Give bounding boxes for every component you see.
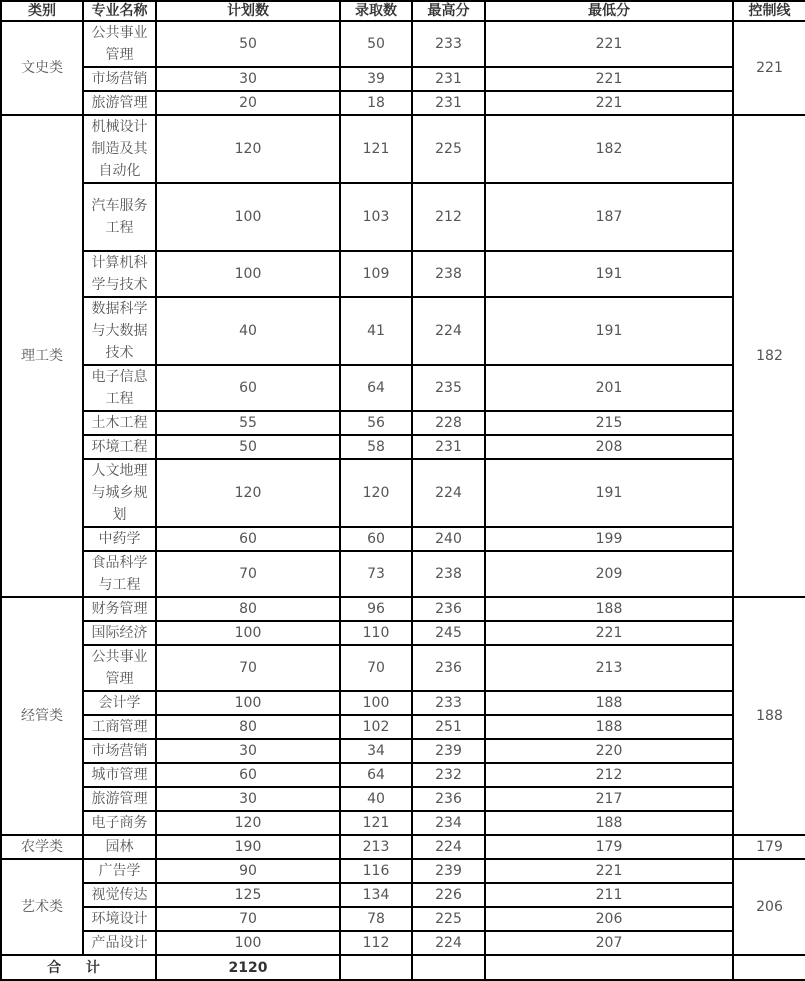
max-score-cell: 236 <box>412 645 485 691</box>
max-score-cell: 245 <box>412 621 485 645</box>
table-row <box>1 183 805 251</box>
min-score-cell: 217 <box>485 787 733 811</box>
major-cell: 中药学 <box>83 527 156 551</box>
plan-cell: 60 <box>156 365 340 411</box>
plan-cell: 90 <box>156 859 340 883</box>
max-score-cell: 225 <box>412 907 485 931</box>
major-cell: 广告学 <box>83 859 156 883</box>
table-row <box>1 835 805 859</box>
control-line-cell: 221 <box>733 21 805 115</box>
category-cell: 农学类 <box>1 835 83 859</box>
plan-cell: 120 <box>156 115 340 183</box>
min-score-cell: 191 <box>485 459 733 527</box>
admitted-cell: 112 <box>340 931 412 955</box>
table-row <box>1 907 805 931</box>
admitted-cell: 64 <box>340 763 412 787</box>
table-row <box>1 621 805 645</box>
major-cell: 机械设计制造及其自动化 <box>83 115 156 183</box>
max-score-cell: 234 <box>412 811 485 835</box>
plan-cell: 100 <box>156 691 340 715</box>
admitted-cell: 50 <box>340 21 412 67</box>
total-min <box>485 955 733 980</box>
max-score-cell: 251 <box>412 715 485 739</box>
table-row <box>1 527 805 551</box>
plan-cell: 125 <box>156 883 340 907</box>
min-score-cell: 199 <box>485 527 733 551</box>
table-row <box>1 811 805 835</box>
max-score-cell: 231 <box>412 67 485 91</box>
major-cell: 食品科学与工程 <box>83 551 156 597</box>
admitted-cell: 102 <box>340 715 412 739</box>
plan-cell: 60 <box>156 763 340 787</box>
table-row <box>1 67 805 91</box>
total-control-line <box>733 955 805 980</box>
admitted-cell: 121 <box>340 115 412 183</box>
min-score-cell: 211 <box>485 883 733 907</box>
plan-cell: 100 <box>156 621 340 645</box>
header-row <box>1 1 805 21</box>
min-score-cell: 187 <box>485 183 733 251</box>
table-row <box>1 691 805 715</box>
plan-cell: 30 <box>156 739 340 763</box>
table-row <box>1 459 805 527</box>
plan-cell: 50 <box>156 21 340 67</box>
plan-cell: 40 <box>156 297 340 365</box>
control-line-cell: 179 <box>733 835 805 859</box>
plan-cell: 30 <box>156 787 340 811</box>
max-score-cell: 239 <box>412 739 485 763</box>
max-score-cell: 228 <box>412 411 485 435</box>
major-cell: 市场营销 <box>83 739 156 763</box>
major-cell: 国际经济 <box>83 621 156 645</box>
plan-cell: 70 <box>156 907 340 931</box>
major-cell: 工商管理 <box>83 715 156 739</box>
min-score-cell: 220 <box>485 739 733 763</box>
major-cell: 公共事业管理 <box>83 21 156 67</box>
control-line-cell: 206 <box>733 859 805 955</box>
min-score-cell: 179 <box>485 835 733 859</box>
min-score-cell: 221 <box>485 67 733 91</box>
header-max-score: 最高分 <box>412 1 485 21</box>
major-cell: 视觉传达 <box>83 883 156 907</box>
major-cell: 财务管理 <box>83 597 156 621</box>
admitted-cell: 100 <box>340 691 412 715</box>
table-row <box>1 251 805 297</box>
plan-cell: 120 <box>156 459 340 527</box>
major-cell: 会计学 <box>83 691 156 715</box>
plan-cell: 20 <box>156 91 340 115</box>
max-score-cell: 240 <box>412 527 485 551</box>
header-admitted: 录取数 <box>340 1 412 21</box>
plan-cell: 70 <box>156 645 340 691</box>
table-row <box>1 435 805 459</box>
plan-cell: 120 <box>156 811 340 835</box>
total-max <box>412 955 485 980</box>
table-row <box>1 365 805 411</box>
max-score-cell: 231 <box>412 435 485 459</box>
admitted-cell: 70 <box>340 645 412 691</box>
max-score-cell: 233 <box>412 691 485 715</box>
header-plan: 计划数 <box>156 1 340 21</box>
table-row <box>1 739 805 763</box>
category-cell: 理工类 <box>1 115 83 597</box>
major-cell: 土木工程 <box>83 411 156 435</box>
table-row <box>1 597 805 621</box>
plan-cell: 50 <box>156 435 340 459</box>
admitted-cell: 18 <box>340 91 412 115</box>
max-score-cell: 224 <box>412 297 485 365</box>
min-score-cell: 215 <box>485 411 733 435</box>
major-cell: 环境工程 <box>83 435 156 459</box>
admitted-cell: 58 <box>340 435 412 459</box>
table-row <box>1 931 805 955</box>
max-score-cell: 225 <box>412 115 485 183</box>
admitted-cell: 60 <box>340 527 412 551</box>
total-label: 合 计 <box>1 955 156 980</box>
major-cell: 旅游管理 <box>83 787 156 811</box>
table-row <box>1 715 805 739</box>
table-row <box>1 411 805 435</box>
major-cell: 市场营销 <box>83 67 156 91</box>
min-score-cell: 221 <box>485 21 733 67</box>
major-cell: 公共事业管理 <box>83 645 156 691</box>
min-score-cell: 182 <box>485 115 733 183</box>
max-score-cell: 212 <box>412 183 485 251</box>
admitted-cell: 121 <box>340 811 412 835</box>
major-cell: 环境设计 <box>83 907 156 931</box>
category-cell: 经管类 <box>1 597 83 835</box>
min-score-cell: 221 <box>485 859 733 883</box>
table-row <box>1 21 805 67</box>
major-cell: 电子信息工程 <box>83 365 156 411</box>
table-row <box>1 645 805 691</box>
major-cell: 数据科学与大数据技术 <box>83 297 156 365</box>
table-row <box>1 551 805 597</box>
header-major: 专业名称 <box>83 1 156 21</box>
min-score-cell: 201 <box>485 365 733 411</box>
min-score-cell: 206 <box>485 907 733 931</box>
major-cell: 城市管理 <box>83 763 156 787</box>
table-row <box>1 297 805 365</box>
major-cell: 计算机科学与技术 <box>83 251 156 297</box>
admitted-cell: 109 <box>340 251 412 297</box>
header-control-line: 控制线 <box>733 1 805 21</box>
min-score-cell: 188 <box>485 715 733 739</box>
min-score-cell: 191 <box>485 251 733 297</box>
min-score-cell: 212 <box>485 763 733 787</box>
table-body <box>1 21 805 955</box>
plan-cell: 100 <box>156 251 340 297</box>
min-score-cell: 221 <box>485 621 733 645</box>
control-line-cell: 182 <box>733 115 805 597</box>
min-score-cell: 209 <box>485 551 733 597</box>
max-score-cell: 238 <box>412 551 485 597</box>
control-line-cell: 188 <box>733 597 805 835</box>
admitted-cell: 96 <box>340 597 412 621</box>
max-score-cell: 224 <box>412 931 485 955</box>
max-score-cell: 238 <box>412 251 485 297</box>
min-score-cell: 188 <box>485 691 733 715</box>
admitted-cell: 40 <box>340 787 412 811</box>
header-min-score: 最低分 <box>485 1 733 21</box>
min-score-cell: 208 <box>485 435 733 459</box>
min-score-cell: 188 <box>485 597 733 621</box>
table-row <box>1 787 805 811</box>
major-cell: 园林 <box>83 835 156 859</box>
plan-cell: 80 <box>156 715 340 739</box>
min-score-cell: 207 <box>485 931 733 955</box>
min-score-cell: 191 <box>485 297 733 365</box>
admitted-cell: 41 <box>340 297 412 365</box>
admitted-cell: 39 <box>340 67 412 91</box>
admitted-cell: 56 <box>340 411 412 435</box>
min-score-cell: 188 <box>485 811 733 835</box>
max-score-cell: 236 <box>412 787 485 811</box>
admitted-cell: 34 <box>340 739 412 763</box>
major-cell: 电子商务 <box>83 811 156 835</box>
max-score-cell: 239 <box>412 859 485 883</box>
max-score-cell: 231 <box>412 91 485 115</box>
max-score-cell: 232 <box>412 763 485 787</box>
admitted-cell: 110 <box>340 621 412 645</box>
admitted-cell: 120 <box>340 459 412 527</box>
plan-cell: 80 <box>156 597 340 621</box>
category-cell: 艺术类 <box>1 859 83 955</box>
total-row <box>1 955 805 980</box>
total-admitted <box>340 955 412 980</box>
admitted-cell: 134 <box>340 883 412 907</box>
plan-cell: 190 <box>156 835 340 859</box>
plan-cell: 70 <box>156 551 340 597</box>
max-score-cell: 224 <box>412 835 485 859</box>
max-score-cell: 224 <box>412 459 485 527</box>
table-row <box>1 115 805 183</box>
plan-cell: 100 <box>156 931 340 955</box>
plan-cell: 55 <box>156 411 340 435</box>
table-row <box>1 859 805 883</box>
max-score-cell: 236 <box>412 597 485 621</box>
major-cell: 旅游管理 <box>83 91 156 115</box>
total-plan: 2120 <box>156 955 340 980</box>
admitted-cell: 64 <box>340 365 412 411</box>
admitted-cell: 73 <box>340 551 412 597</box>
plan-cell: 30 <box>156 67 340 91</box>
admitted-cell: 78 <box>340 907 412 931</box>
admitted-cell: 213 <box>340 835 412 859</box>
header-category: 类别 <box>1 1 83 21</box>
admitted-cell: 116 <box>340 859 412 883</box>
table-row <box>1 883 805 907</box>
major-cell: 人文地理与城乡规划 <box>83 459 156 527</box>
major-cell: 汽车服务工程 <box>83 183 156 251</box>
major-cell: 产品设计 <box>83 931 156 955</box>
admitted-cell: 103 <box>340 183 412 251</box>
min-score-cell: 213 <box>485 645 733 691</box>
table-row <box>1 763 805 787</box>
plan-cell: 60 <box>156 527 340 551</box>
max-score-cell: 233 <box>412 21 485 67</box>
max-score-cell: 235 <box>412 365 485 411</box>
plan-cell: 100 <box>156 183 340 251</box>
table-row <box>1 91 805 115</box>
category-cell: 文史类 <box>1 21 83 115</box>
max-score-cell: 226 <box>412 883 485 907</box>
min-score-cell: 221 <box>485 91 733 115</box>
